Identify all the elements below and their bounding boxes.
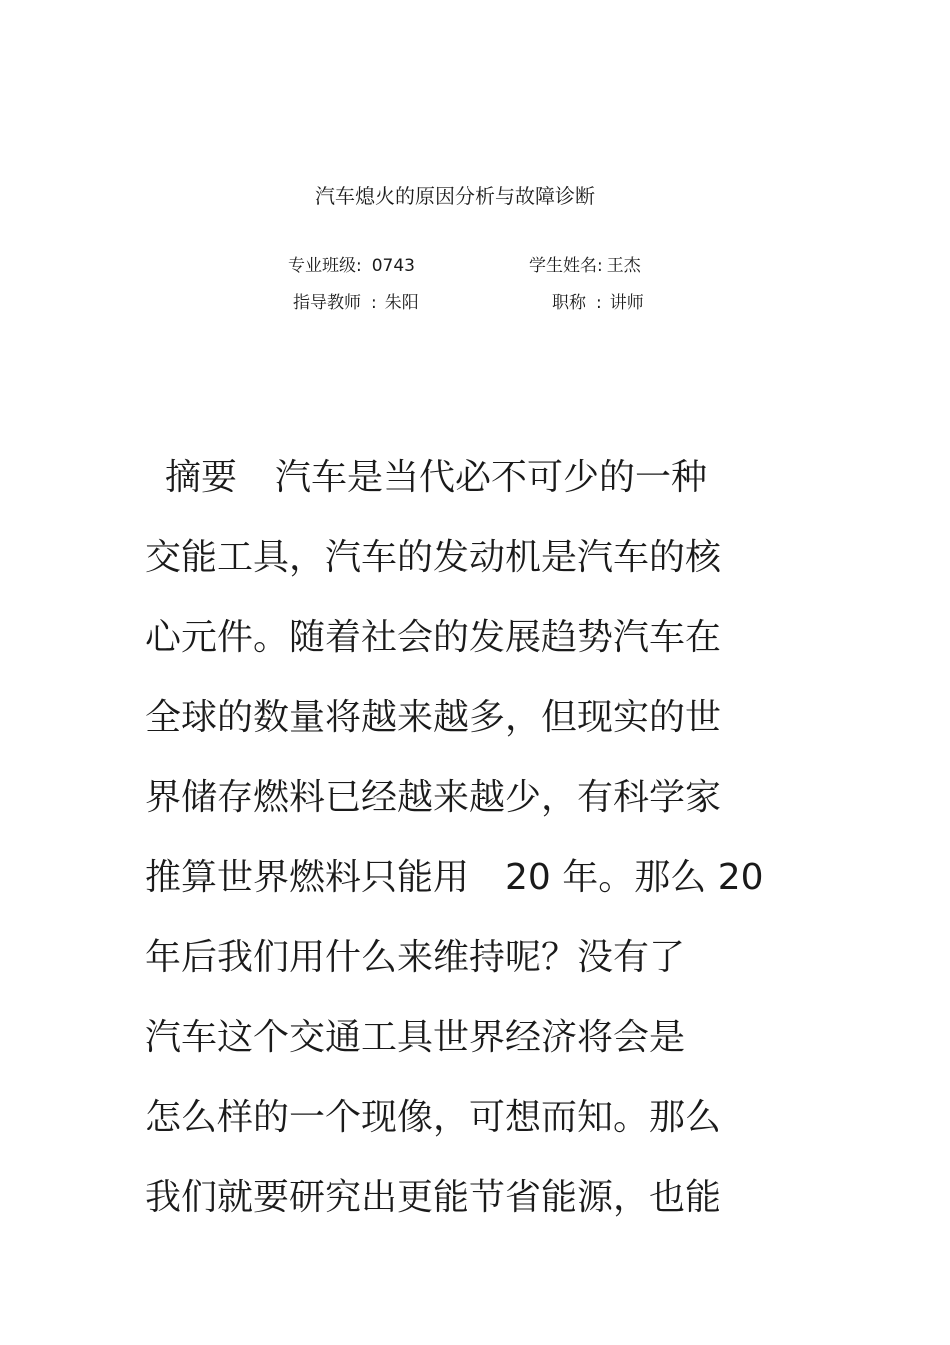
student-name-field — [529, 254, 641, 278]
abstract-line: 推算世界燃料只能用 20 年。那么 20 — [145, 857, 764, 898]
abstract-line: 怎么样的一个现像，可想而知。那么 — [145, 1097, 722, 1138]
advisor-separator: : — [371, 293, 377, 313]
title-rank-separator: : — [596, 293, 602, 313]
abstract-line: 年后我们用什么来维持呢？没有了 — [145, 937, 686, 978]
student-name-label: 学生姓名: — [529, 256, 603, 276]
abstract-line: 心元件。随着社会的发展趋势汽车在 — [145, 617, 722, 658]
abstract-line: 我们就要研究出更能节省能源，也能 — [145, 1177, 722, 1218]
abstract-line: 汽车这个交通工具世界经济将会是 — [145, 1017, 686, 1058]
abstract-line — [145, 438, 845, 518]
abstract-line: 全球的数量将越来越多，但现实的世 — [145, 697, 722, 738]
major-class-value: 0743 — [371, 256, 415, 276]
document-title: 汽车熄火的原因分析与故障诊断 — [315, 184, 595, 208]
major-class-label: 专业班级: — [288, 256, 362, 276]
title-rank-value: 讲师 — [609, 293, 644, 313]
abstract-body — [145, 438, 845, 1238]
student-name-value: 王杰 — [606, 256, 641, 276]
title-rank-label: 职称 — [552, 293, 586, 313]
title-rank-field — [552, 291, 644, 315]
abstract-line-text: 汽车是当代必不可少的一种 — [275, 457, 708, 498]
advisor-label: 指导教师 — [293, 293, 361, 313]
advisor-value: 朱阳 — [384, 293, 419, 313]
abstract-line: 界储存燃料已经越来越少，有科学家 — [145, 777, 722, 818]
advisor-field — [293, 291, 419, 315]
abstract-line: 交能工具，汽车的发动机是汽车的核 — [145, 537, 722, 578]
major-class-field — [288, 254, 415, 278]
abstract-label: 摘要 — [165, 457, 238, 498]
